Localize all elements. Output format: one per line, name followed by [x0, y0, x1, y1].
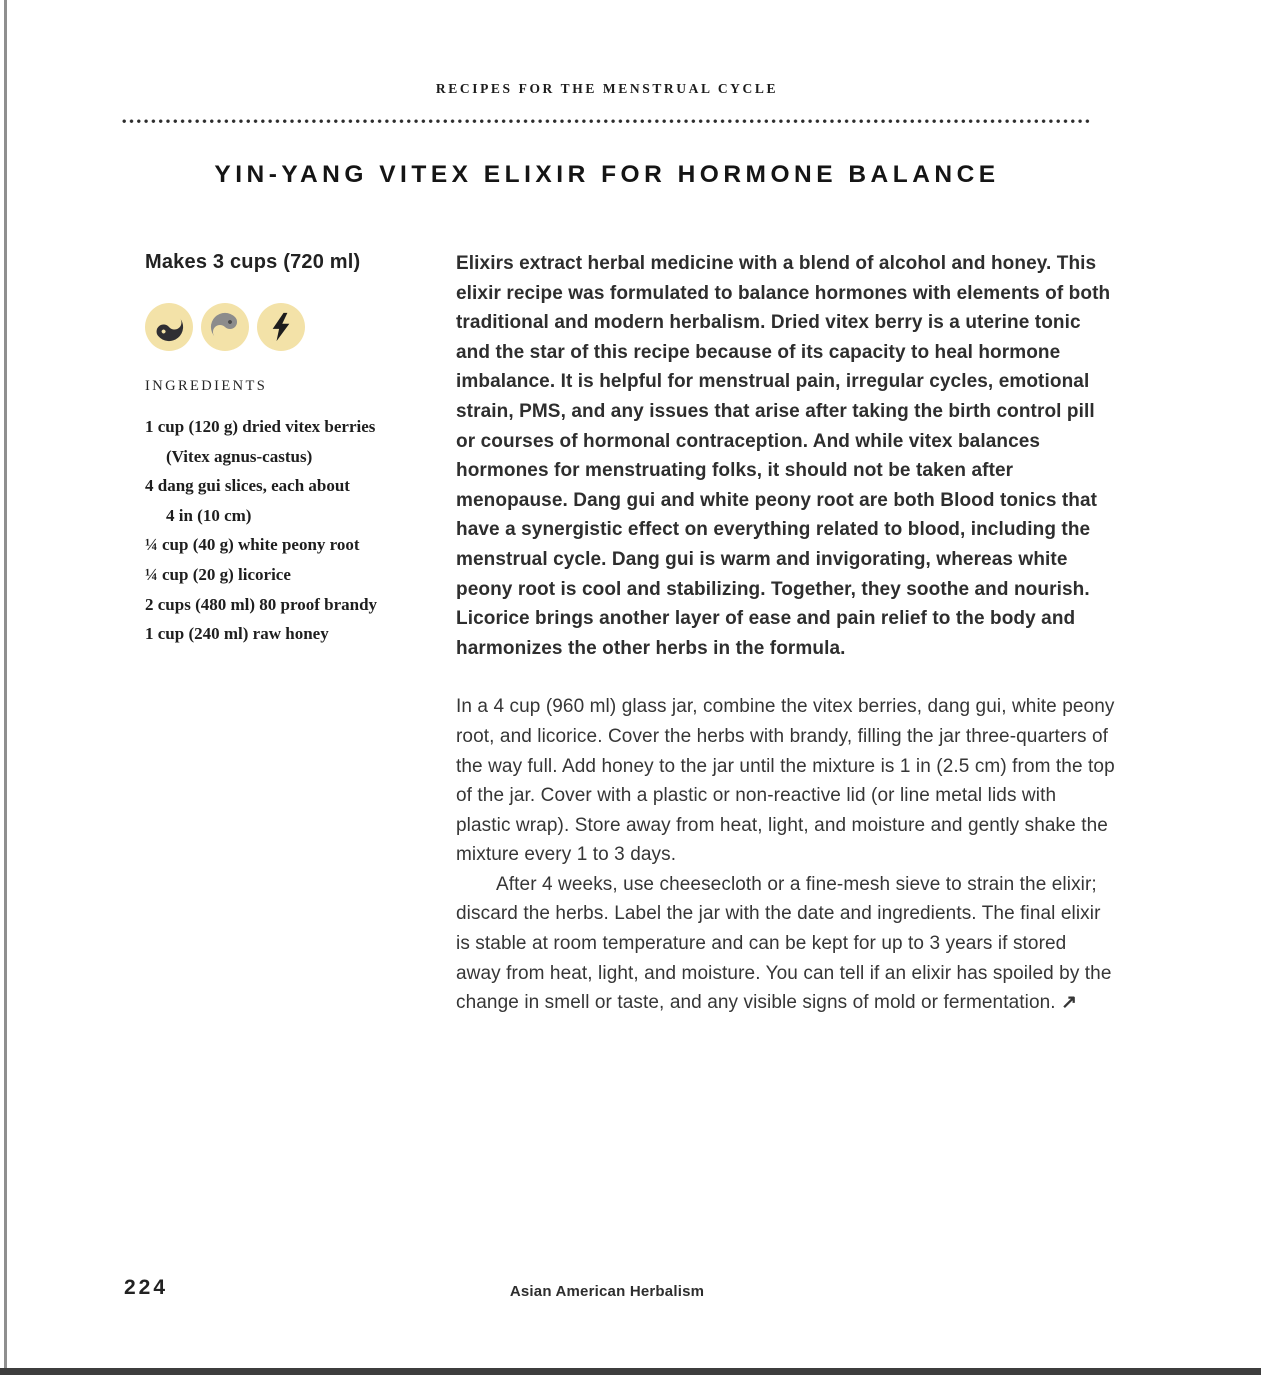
footer-book-title: Asian American Herbalism [509, 1283, 705, 1300]
ingredient-item [145, 471, 457, 530]
ingredient-item [145, 590, 457, 620]
ingredient-item [145, 412, 457, 471]
footer-page-number: 224 [124, 1276, 169, 1299]
ingredient-text: 1 cup (120 g) dried vitex berries [145, 417, 376, 436]
ingredient-text: 2 cups (480 ml) 80 proof brandy [145, 594, 378, 614]
ingredient-item [145, 560, 457, 590]
yin-symbol-icon [145, 303, 193, 351]
instructions-text: After 4 weeks, use cheesecloth or a fine-mesh sieve to strain the elixir; discard the herbs. Label the jar with the date and ingredients. The final elixir is stable at room temperature and can be kept for up to 3 years if stored away from heat, light, and moisture. You can tell if an elixir has spoiled by the change in smell or taste, and any visible signs of mold or fermentation. [456, 873, 1112, 1014]
page-bottom-edge [0, 1368, 1261, 1375]
attribute-icons [145, 303, 457, 351]
yang-symbol-icon [201, 303, 249, 351]
ingredients-heading: INGREDIENTS [145, 378, 268, 394]
ingredient-text: 4 dang gui slices, each about [145, 476, 350, 496]
recipe-sidebar [145, 251, 457, 649]
page-left-edge [4, 0, 7, 1368]
ingredient-item [145, 619, 457, 649]
instructions-paragraph-2 [456, 870, 1116, 1018]
recipe-intro-paragraph: Elixirs extract herbal medicine with a blend of alcohol and honey. This elixir recipe was formulated to balance hormones with elements of both traditional and modern herbalism. Dried vitex berry is a uterine tonic and the star of this recipe because of its capacity to heal hormone imbalance. It is helpful for menstrual pain, irregular cycles, emotional strain, PMS, and any issues that arise after taking the birth control pill or courses of hormonal contraception. And while vitex balances hormones for menstruating folks, it should not be taken after menopause. Dang gui and white peony root are both Blood tonics that have a synergistic effect on everything related to blood, including the menstrual cycle. Dang gui is warm and invigorating, whereas white peony root is cool and stabilizing. Together, they soothe and nourish. Licorice brings another layer of ease and pain relief to the body and harmonizes the other herbs in the formula. [456, 253, 1111, 659]
running-header: RECIPES FOR THE MENSTRUAL CYCLE [435, 81, 779, 96]
instructions-paragraph-1: In a 4 cup (960 ml) glass jar, combine the vitex berries, dang gui, white peony root, and licorice. Cover the herbs with brandy, filling the jar three-quarters of the way full. Add honey to the jar until the mixture is 1 in (2.5 cm) from the top of the jar. Cover with a plastic or non-reactive lid (or line metal lids with plastic wrap). Store away from heat, light, and moisture and gently shake the mixture every 1 to 3 days. [456, 696, 1115, 866]
ingredient-item [145, 530, 457, 560]
ingredient-text: ¼ cup (20 g) licorice [145, 564, 291, 584]
recipe-body [456, 249, 1116, 1018]
ingredient-text-continued: (Vitex agnus-castus) [166, 446, 313, 466]
section-divider-dots [122, 119, 1092, 124]
continuation-arrow-icon: ↗ [1061, 992, 1078, 1014]
ingredient-text: ¼ cup (40 g) white peony root [145, 535, 360, 555]
ingredient-text-continued: 4 in (10 cm) [166, 505, 252, 525]
recipe-title: YIN-YANG VITEX ELIXIR FOR HORMONE BALANCE [214, 161, 1000, 188]
ingredients-list [145, 412, 457, 649]
lightning-bolt-icon [257, 303, 305, 351]
yield-label: Makes 3 cups (720 ml) [145, 251, 361, 273]
ingredient-text: 1 cup (240 ml) raw honey [145, 624, 329, 644]
